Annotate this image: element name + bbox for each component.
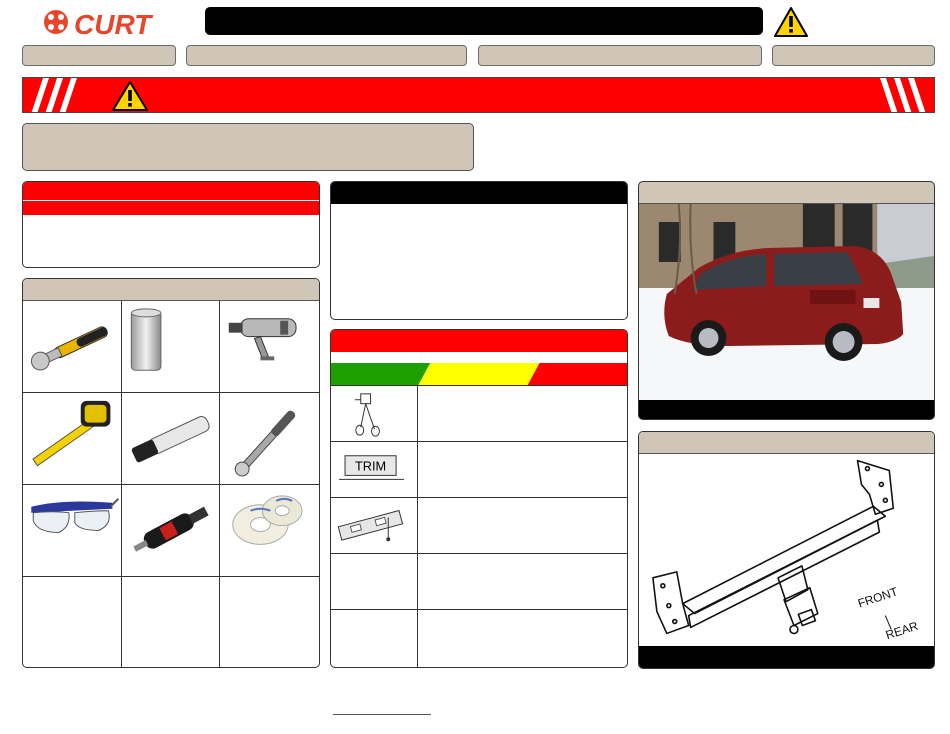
vehicle-photo	[639, 204, 934, 400]
warning-panel	[22, 181, 320, 268]
hazard-stripes-right	[878, 78, 934, 113]
warning-triangle-icon	[773, 6, 809, 38]
hitch-panel-header	[639, 432, 934, 454]
tools-panel-header	[23, 279, 319, 301]
rotary-tool-icon	[122, 485, 221, 577]
air-tool-icon	[220, 301, 319, 393]
hitch-panel-footer	[639, 646, 934, 668]
skill-easy	[331, 363, 430, 385]
step-row-lift	[331, 385, 627, 441]
step-icon-empty-5	[331, 610, 418, 668]
notes-panel	[330, 181, 628, 320]
step-row-5	[331, 609, 627, 668]
curt-logo	[42, 8, 177, 42]
info-pill-1	[22, 45, 176, 66]
lift-points-icon	[331, 386, 418, 441]
warning-panel-subheader	[23, 200, 319, 215]
step-row-fishwire	[331, 497, 627, 553]
skill-difficult	[528, 363, 627, 385]
skill-level-bar	[331, 363, 627, 385]
warning-panel-header	[23, 182, 319, 200]
footer-rule	[333, 714, 431, 715]
step-icon-empty-4	[331, 554, 418, 609]
tool-slot-empty-2	[122, 577, 221, 668]
hitch-panel	[638, 431, 935, 669]
tools-panel	[22, 278, 320, 668]
info-pill-2	[186, 45, 467, 66]
skill-panel	[330, 329, 628, 668]
vehicle-panel-header	[639, 182, 934, 204]
torque-wrench-icon	[220, 393, 319, 485]
skill-panel-header	[331, 330, 627, 352]
tape-measure-icon	[23, 393, 122, 485]
hitch-drawing	[639, 454, 934, 647]
trim-label: TRIM	[354, 458, 387, 474]
logo-text: CURT	[74, 9, 152, 40]
notes-panel-header	[331, 182, 627, 204]
masking-tape-icon	[220, 485, 319, 577]
step-row-4	[331, 553, 627, 609]
marker-icon	[122, 393, 221, 485]
safety-glasses-icon	[23, 485, 122, 577]
step-row-trim	[331, 441, 627, 497]
tool-slot-empty-3	[220, 577, 319, 668]
info-pill-4	[772, 45, 935, 66]
hazard-stripes-left	[23, 78, 79, 113]
warning-band	[22, 77, 935, 113]
tool-grid	[23, 301, 319, 668]
title-bar	[205, 7, 763, 35]
skill-moderate	[418, 363, 539, 385]
tool-slot-empty-1	[23, 577, 122, 668]
trim-icon	[331, 442, 418, 497]
rear-label: REAR	[883, 618, 920, 643]
socket-icon	[122, 301, 221, 393]
vehicle-panel	[638, 181, 935, 420]
info-pill-3	[478, 45, 762, 66]
warning-triangle-icon	[111, 80, 149, 112]
ratchet-icon	[23, 301, 122, 393]
front-label: FRONT	[856, 584, 900, 611]
fishwire-icon	[331, 498, 418, 553]
note-box	[22, 123, 474, 171]
